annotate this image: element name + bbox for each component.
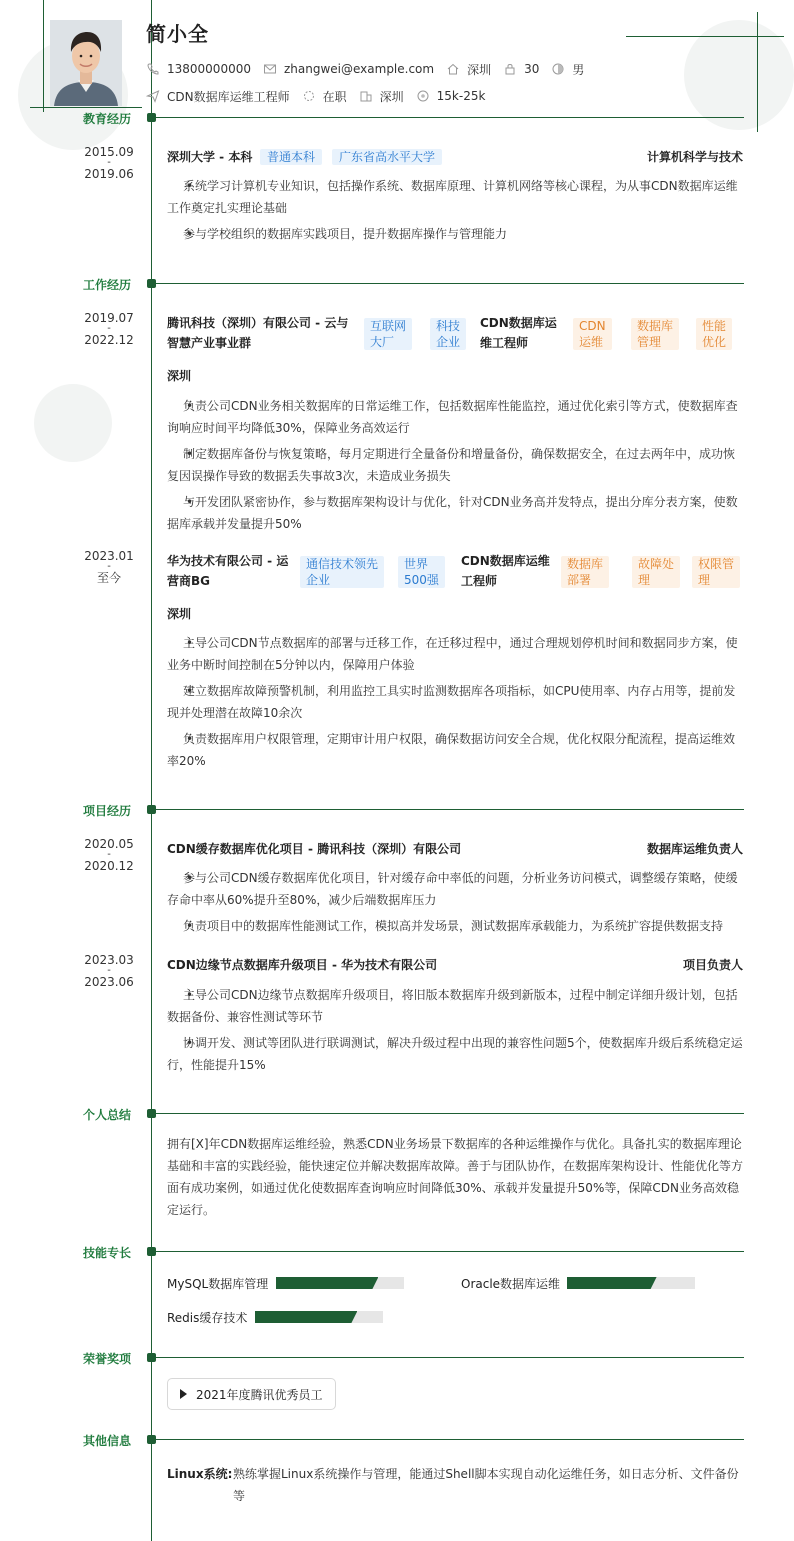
work-company [167,313,348,353]
tag-line: 运维 [579,335,604,349]
award-text: 2021年度腾讯优秀员工 [196,1387,323,1402]
salary-item [416,89,486,103]
bullet-item: • 制定数据库备份与恢复策略，每月定期进行全量备份和增量备份，确保数据安全，在过去两年中，成功恢复因误操作导致的数据丢失事故3次，未造成业务损失 [167,443,744,487]
gender-item [551,61,584,78]
tag-line: 理 [638,573,651,587]
work-role [480,313,557,353]
company-tag [430,318,466,350]
role-tag [696,318,732,350]
home-icon [446,62,460,76]
company-tag [398,556,445,588]
location-text: 深圳 [467,62,492,77]
age-item [503,62,539,76]
date-start: 2023.01 [84,549,134,563]
location-item [446,61,491,78]
tag-line: 优化 [702,335,727,349]
education-tag: 普通本科 [260,149,322,165]
project-bullets [167,867,744,941]
section-title-honors: 荣誉奖项 [83,1352,132,1366]
role-tag [631,318,679,350]
job-intent-row [146,87,497,105]
tag-line: 500强 [404,573,439,587]
bullet-item: • 建立数据库故障预警机制，利用监控工具实时监测数据库各项指标，如CPU使用率、内存占用等，提前发现并处理潜在故障10余次 [167,680,744,724]
role-tag [573,318,612,350]
skill-name: Redis缓存技术 [167,1311,248,1325]
bullet-item: • 与开发团队紧密协作，参与数据库架构设计与优化，针对CDN业务高并发特点，提出分库分表方案，使数据库承载并发量提升50% [167,491,744,535]
education-bullets [167,175,744,249]
skill-fill [276,1277,378,1289]
skill-bar [276,1277,404,1289]
date-start: 2023.03 [84,953,134,967]
section-dot-other [147,1435,156,1444]
job-title-text: CDN数据库运维工程师 [167,89,290,104]
section-title-education: 教育经历 [83,112,132,126]
profile-photo [50,20,122,106]
phone-number: 13800000000 [167,62,251,76]
status-text: 在职 [322,89,347,104]
tag-line: 故障处 [638,557,675,571]
deco-line-h1 [30,107,142,108]
building-icon [359,89,373,103]
tag-line: 性能 [702,319,727,333]
salary-text: 15k-25k [436,89,486,103]
tag-line: 企业 [306,573,331,587]
expected-city-text: 深圳 [379,89,404,104]
section-line-summary [156,1113,744,1114]
education-major: 计算机科学与技术 [646,150,743,164]
role-line: 维工程师 [480,336,529,350]
skill-name: Oracle数据库运维 [461,1277,561,1291]
email-icon [263,62,277,76]
work-city: 深圳 [167,369,192,383]
project-dates [76,954,142,988]
section-line-honors [156,1357,744,1358]
section-line-other [156,1439,744,1440]
age-icon [503,62,517,76]
education-school: 深圳大学 - 本科 [167,150,253,164]
bullet-item: • 负责数据库用户权限管理，定期审计用户权限，确保数据访问安全合规，优化权限分配流程，提高运维效率20% [167,728,744,772]
other-label: Linux系统: [167,1467,233,1481]
date-end: 2023.06 [84,975,134,989]
date-start: 2019.07 [84,311,134,325]
send-icon [146,89,160,103]
deco-line-v1 [43,0,44,112]
section-dot-skills [147,1247,156,1256]
role-line: CDN数据库运维 [461,554,550,568]
project-title: CDN边缘节点数据库升级项目 - 华为技术有限公司 [167,958,438,972]
deco-line-h2 [626,36,784,37]
project-title: CDN缓存数据库优化项目 - 腾讯科技（深圳）有限公司 [167,842,462,856]
work-bullets [167,632,744,776]
tag-line: 通信技术领先 [306,557,379,571]
education-tag: 广东省高水平大学 [332,149,442,165]
section-dot-projects [147,805,156,814]
contact-row [146,60,596,78]
bullet-item: • 负责项目中的数据库性能测试工作，模拟高并发场景，测试数据库承载能力，为系统扩容提供数据支持 [167,915,744,937]
tag-line: CDN [579,319,606,333]
tag-line: 部署 [567,573,592,587]
email-address: zhangwei@example.com [283,62,435,76]
section-dot-honors [147,1353,156,1362]
project-bullets [167,984,744,1080]
section-title-projects: 项目经历 [83,804,132,818]
section-line-education [156,117,744,118]
gender-text: 男 [572,62,585,77]
date-separator: - [107,561,111,572]
company-tag [364,318,412,350]
date-separator: - [107,965,111,976]
play-icon [180,1389,187,1399]
role-line: 工程师 [461,574,498,588]
bullet-item: • 协调开发、测试等团队进行联调测试，解决升级过程中出现的兼容性问题5个，使数据库升级后系统稳定运行，性能提升15% [167,1032,744,1076]
bullet-item: • 参与学校组织的数据库实践项目，提升数据库操作与管理能力 [167,223,744,245]
bullet-item: • 主导公司CDN节点数据库的部署与迁移工作，在迁移过程中，通过合理规划停机时间和数据同步方案，使业务中断时间控制在5分钟以内，保障用户体验 [167,632,744,676]
status-icon [302,89,316,103]
project-dates [76,838,142,872]
section-line-skills [156,1251,744,1252]
salary-icon [416,89,430,103]
date-start: 2015.09 [84,145,134,159]
work-bullets [167,395,744,539]
candidate-name: 简小全 [146,22,209,46]
status-item [302,88,347,105]
work-dates [76,312,142,346]
section-title-work: 工作经历 [83,278,132,292]
tag-line: 科技 [436,319,461,333]
skill-fill [567,1277,657,1289]
other-text: 熟练掌握Linux系统操作与管理，能通过Shell脚本实现自动化运维任务，如日志分析、文件备份等 [233,1467,739,1503]
date-end: 2022.12 [84,333,134,347]
tag-line: 互联网 [370,319,407,333]
bullet-item: • 系统学习计算机专业知识，包括操作系统、数据库原理、计算机网络等核心课程，为从事CDN数据库运维工作奠定扎实理论基础 [167,175,744,219]
tag-line: 数据库 [567,557,604,571]
tag-line: 数据库 [637,319,674,333]
date-separator: - [107,157,111,168]
deco-circle-mid-left [34,384,112,462]
section-dot-education [147,113,156,122]
project-role: 数据库运维负责人 [646,842,743,856]
age-text: 30 [524,62,540,76]
tag-line: 企业 [436,335,461,349]
date-end: 2019.06 [84,167,134,181]
education-dates [76,146,142,180]
skill-fill [255,1311,357,1323]
work-dates [76,550,142,584]
company-line: 营商BG [167,574,210,588]
section-line-projects [156,809,744,810]
tag-line: 大厂 [370,335,395,349]
project-role: 项目负责人 [682,958,743,972]
section-title-other: 其他信息 [83,1434,132,1448]
section-dot-summary [147,1109,156,1118]
phone-item [146,62,251,76]
email-item [263,62,434,76]
expected-city-item [359,88,404,105]
summary-text: 拥有[X]年CDN数据库运维经验，熟悉CDN业务场景下数据库的各种运维操作与优化。具备扎实的数据库理论基础和丰富的实践经验，能快速定位并解决数据库故障。善于与团队协作，在数据库架构设计、性能优化等方面有成功案例，如通过优化使数据库查询响应时间降低30%、承载并发量提升50%等，保障CDN业务高效稳定运行。 [167,1137,744,1217]
work-company [167,551,288,591]
section-dot-work [147,279,156,288]
job-title-item [146,88,290,105]
tag-line: 世界 [404,557,429,571]
company-line: 腾讯科技（深圳）有限公司 - 云与 [167,316,349,330]
role-tag [632,556,680,588]
role-line: CDN数据库运 [480,316,557,330]
section-title-summary: 个人总结 [83,1108,132,1122]
date-end: 至今 [96,571,121,585]
company-line: 华为技术有限公司 - 运 [167,554,289,568]
role-tag [561,556,609,588]
bullet-item: • 主导公司CDN边缘节点数据库升级项目，将旧版本数据库升级到新版本，过程中制定详细升级计划，包括数据备份、兼容性测试等环节 [167,984,744,1028]
section-title-skills: 技能专长 [83,1246,132,1260]
gender-icon [551,62,565,76]
skill-bar [567,1277,695,1289]
bullet-item: • 负责公司CDN业务相关数据库的日常运维工作，包括数据库性能监控，通过优化索引等方式，使数据库查询响应时间平均降低30%，保障业务高效运行 [167,395,744,439]
work-city: 深圳 [167,607,192,621]
tag-line: 管理 [637,335,662,349]
role-tag [692,556,740,588]
company-tag [300,556,384,588]
tag-line: 理 [698,573,711,587]
award-badge [167,1378,336,1410]
date-end: 2020.12 [84,859,134,873]
date-separator: - [107,849,111,860]
skill-bar [255,1311,383,1323]
work-role [461,551,550,591]
deco-line-v2 [757,12,758,132]
date-separator: - [107,323,111,334]
phone-icon [146,62,160,76]
skill-name: MySQL数据库管理 [167,1277,269,1291]
bullet-item: • 参与公司CDN缓存数据库优化项目，针对缓存命中率低的问题，分析业务访问模式，调整缓存策略，使缓存命中率从60%提升至80%，减少后端数据库压力 [167,867,744,911]
section-line-work [156,283,744,284]
timeline-line [151,0,152,1541]
date-start: 2020.05 [84,837,134,851]
tag-line: 权限管 [698,557,735,571]
company-line: 智慧产业事业群 [167,336,252,350]
